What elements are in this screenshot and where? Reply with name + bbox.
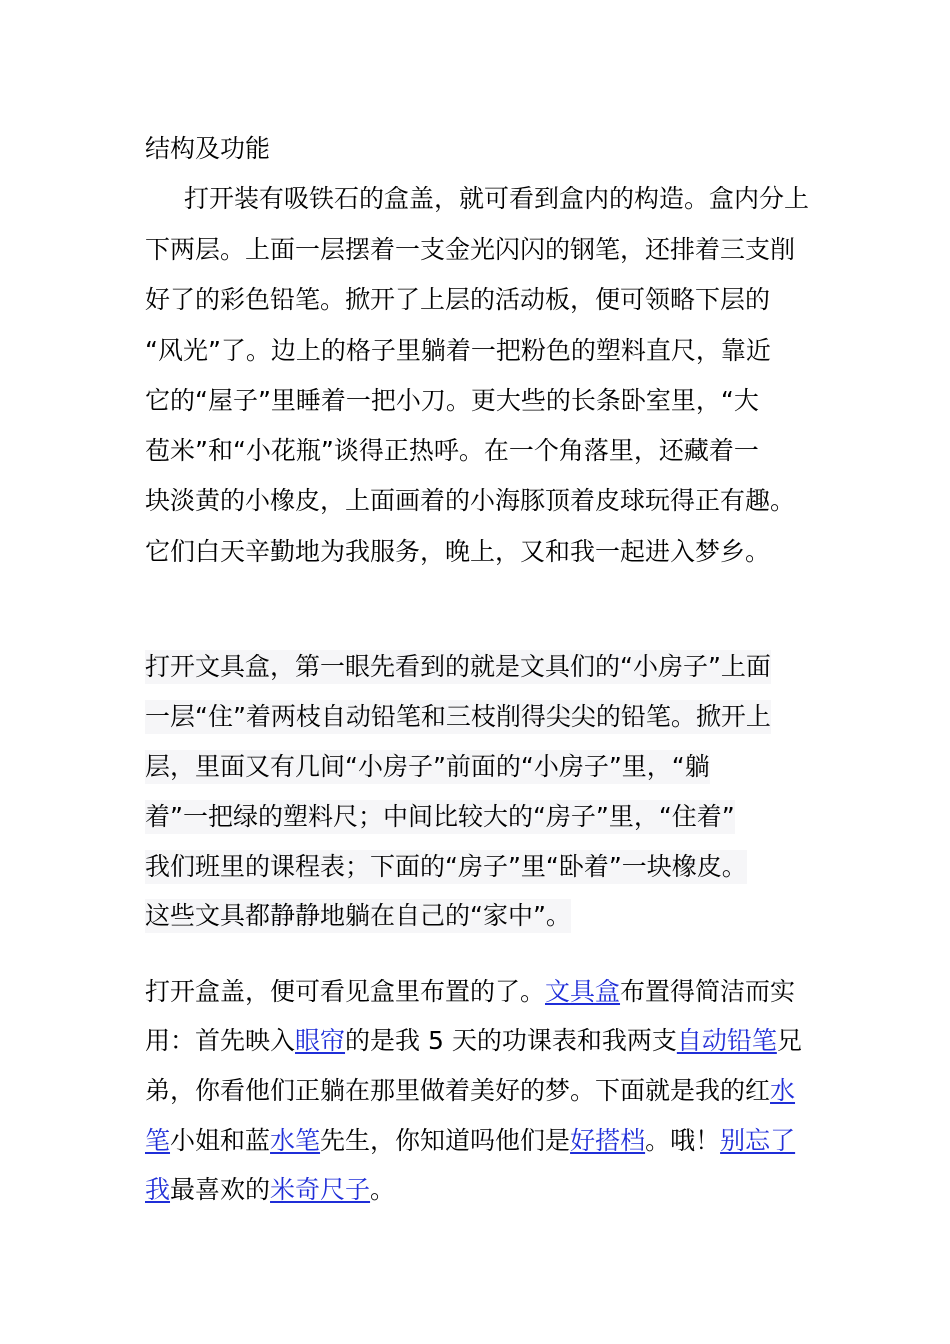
text-run: 打开盒盖，便可看见盒里布置的了。 xyxy=(145,977,546,1006)
paragraph-1-line: 打开装有吸铁石的盒盖，就可看到盒内的构造。盒内分上 xyxy=(184,184,810,213)
paragraph-3-line xyxy=(145,975,795,1009)
link-eyes[interactable]: 眼帘 xyxy=(295,1026,346,1055)
paragraph-2-line: 这些文具都静静地躺在自己的“家中”。 xyxy=(145,899,571,933)
text-run: 先生，你知道吗他们是 xyxy=(320,1126,571,1155)
paragraph-1-line: 它的“屋子”里睡着一把小刀。更大些的长条卧室里，“大 xyxy=(145,386,759,415)
paragraph-2-line: 层，里面又有几间“小房子”前面的“小房子”里，“躺 xyxy=(145,750,710,784)
text-run: 的是我 5 天的功课表和我两支 xyxy=(345,1026,677,1055)
link-mechanical-pencil[interactable]: 自动铅笔 xyxy=(676,1026,777,1055)
section-heading: 结构及功能 xyxy=(145,134,271,163)
text-run: 。哦！ xyxy=(645,1126,721,1155)
paragraph-1-line: 好了的彩色铅笔。掀开了上层的活动板，便可领略下层的 xyxy=(145,285,771,314)
paragraph-3-line xyxy=(145,1024,802,1058)
paragraph-1-line: 它们白天辛勤地为我服务，晚上，又和我一起进入梦乡。 xyxy=(145,537,771,566)
paragraph-3-line xyxy=(145,1074,795,1108)
paragraph-2-line: 我们班里的课程表；下面的“房子”里“卧着”一块橡皮。 xyxy=(145,850,747,884)
link-water-pen[interactable]: 水笔 xyxy=(270,1126,321,1155)
link-water-pen-part1[interactable]: 水 xyxy=(770,1076,796,1105)
paragraph-2-line: 着”一把绿的塑料尺；中间比较大的“房子”里，“住着” xyxy=(145,800,735,834)
paragraph-1-line: 下两层。上面一层摆着一支金光闪闪的钢笔，还排着三支削 xyxy=(145,235,796,264)
paragraph-2-line: 打开文具盒，第一眼先看到的就是文具们的“小房子”上面 xyxy=(145,650,771,684)
paragraph-3-line xyxy=(145,1173,395,1207)
link-stationery-box[interactable]: 文具盒 xyxy=(545,977,621,1006)
link-water-pen-part2[interactable]: 笔 xyxy=(145,1126,171,1155)
paragraph-1-line: “风光”了。边上的格子里躺着一把粉色的塑料直尺，靠近 xyxy=(145,336,771,365)
text-run: 布置得简洁而实 xyxy=(620,977,796,1006)
paragraph-1-line: 块淡黄的小橡皮，上面画着的小海豚顶着皮球玩得正有趣。 xyxy=(145,486,796,515)
link-mickey-ruler[interactable]: 米奇尺子 xyxy=(270,1175,371,1204)
link-dont-forget-me-part1[interactable]: 别忘了 xyxy=(720,1126,796,1155)
paragraph-3-line xyxy=(145,1124,795,1158)
text-run: 小姐和蓝 xyxy=(170,1126,271,1155)
text-run: 。 xyxy=(370,1175,396,1204)
text-run: 用：首先映入 xyxy=(145,1026,296,1055)
paragraph-2-line: 一层“住”着两枝自动铅笔和三枝削得尖尖的铅笔。掀开上 xyxy=(145,700,771,734)
link-good-partner[interactable]: 好搭档 xyxy=(570,1126,646,1155)
text-run: 弟，你看他们正躺在那里做着美好的梦。下面就是我的红 xyxy=(145,1076,771,1105)
paragraph-1-line: 苞米”和“小花瓶”谈得正热呼。在一个角落里，还藏着一 xyxy=(145,436,759,465)
link-dont-forget-me-part2[interactable]: 我 xyxy=(145,1175,171,1204)
text-run: 兄 xyxy=(776,1026,802,1055)
text-run: 最喜欢的 xyxy=(170,1175,271,1204)
